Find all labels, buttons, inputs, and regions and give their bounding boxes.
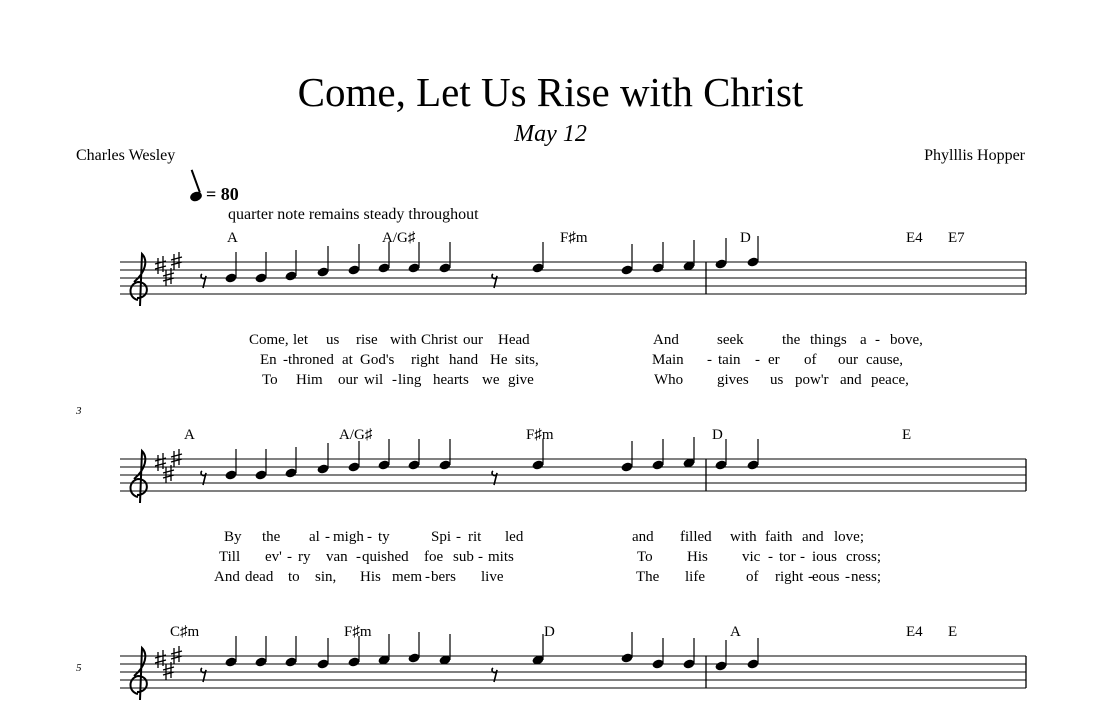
chord-symbol: E4 bbox=[906, 230, 923, 246]
lyric-syllable: led bbox=[505, 529, 524, 545]
lyric-hyphen: - bbox=[478, 549, 483, 565]
sharp-icon bbox=[155, 453, 166, 471]
song-title: Come, Let Us Rise with Christ bbox=[297, 69, 804, 115]
lyric-hyphen: - bbox=[800, 549, 805, 565]
chord-symbol: D bbox=[544, 624, 555, 640]
lyric-syllable: seek bbox=[717, 332, 744, 348]
lyric-hyphen: - bbox=[707, 352, 712, 368]
chord-symbol: E7 bbox=[948, 230, 965, 246]
song-subtitle: May 12 bbox=[514, 121, 587, 147]
chord-symbol: E4 bbox=[906, 624, 923, 640]
lyric-hyphen: - bbox=[392, 372, 397, 388]
lyric-syllable: bove, bbox=[890, 332, 923, 348]
chord-symbol: A bbox=[184, 427, 195, 443]
lyric-syllable: we bbox=[482, 372, 500, 388]
lyric-syllable: and bbox=[632, 529, 654, 545]
lyric-hyphen: - bbox=[875, 332, 880, 348]
lyric-syllable: at bbox=[342, 352, 353, 368]
tempo-instruction: quarter note remains steady throughout bbox=[228, 206, 479, 223]
chord-symbol: C♯m bbox=[170, 624, 200, 640]
lyric-syllable: vic bbox=[742, 549, 761, 565]
lyric-syllable: er bbox=[768, 352, 780, 368]
lyric-syllable: And bbox=[653, 332, 679, 348]
lyric-syllable: give bbox=[508, 372, 534, 388]
lyric-syllable: And bbox=[214, 569, 240, 585]
chord-symbol: A bbox=[227, 230, 238, 246]
lyric-syllable: cause, bbox=[866, 352, 904, 368]
lyric-syllable: and bbox=[802, 529, 824, 545]
sharp-icon bbox=[171, 449, 182, 467]
lyric-syllable: ness; bbox=[851, 569, 881, 585]
lyric-syllable: ty bbox=[378, 529, 390, 545]
lyric-syllable: and bbox=[840, 372, 862, 388]
chord-symbol: F♯m bbox=[526, 427, 554, 443]
lyric-syllable: ry bbox=[298, 549, 311, 565]
lyric-syllable: rise bbox=[356, 332, 378, 348]
lyric-hyphen: - bbox=[287, 549, 292, 565]
sharp-icon bbox=[171, 646, 182, 664]
lyric-syllable: tor bbox=[779, 549, 796, 565]
lyric-syllable: to bbox=[288, 569, 300, 585]
chord-symbol: D bbox=[712, 427, 723, 443]
lyric-syllable: life bbox=[685, 569, 705, 585]
poet-credit: Charles Wesley bbox=[76, 147, 176, 164]
lyric-syllable: He bbox=[490, 352, 508, 368]
chord-symbol: E bbox=[948, 624, 958, 640]
lyric-syllable: eous bbox=[812, 569, 840, 585]
lyric-syllable: al bbox=[309, 529, 320, 545]
lyric-syllable: foe bbox=[424, 549, 444, 565]
lyric-syllable: right bbox=[411, 352, 440, 368]
lyric-hyphen: - bbox=[356, 549, 361, 565]
chord-symbol: A/G♯ bbox=[339, 427, 373, 443]
sharp-icon bbox=[163, 465, 174, 483]
chord-symbol: E bbox=[902, 427, 912, 443]
sharp-icon bbox=[163, 268, 174, 286]
lyric-syllable: things bbox=[810, 332, 847, 348]
lyric-syllable: us bbox=[326, 332, 340, 348]
lyric-syllable: rit bbox=[468, 529, 482, 545]
lyric-syllable: our bbox=[838, 352, 858, 368]
measure-number: 3 bbox=[76, 405, 82, 417]
lyric-syllable: Christ bbox=[421, 332, 458, 348]
lyric-hyphen: - bbox=[845, 569, 850, 585]
lyric-syllable: En bbox=[260, 352, 277, 368]
lyric-hyphen: - bbox=[755, 352, 760, 368]
lyric-syllable: Spi bbox=[431, 529, 452, 545]
lyric-hyphen: - bbox=[768, 549, 773, 565]
lyric-syllable: sin, bbox=[315, 569, 337, 585]
lyric-syllable: a bbox=[860, 332, 867, 348]
lyric-syllable: bers bbox=[431, 569, 456, 585]
chord-symbol: A bbox=[730, 624, 741, 640]
lyric-syllable: cross; bbox=[846, 549, 881, 565]
lyric-hyphen: - bbox=[283, 352, 288, 368]
lyric-syllable: Who bbox=[654, 372, 684, 388]
lyric-syllable: of bbox=[804, 352, 817, 368]
chord-symbol: D bbox=[740, 230, 751, 246]
lyric-syllable: sub bbox=[453, 549, 474, 565]
lyric-syllable: mits bbox=[488, 549, 514, 565]
lyric-syllable: the bbox=[782, 332, 801, 348]
lyric-syllable: Him bbox=[296, 372, 323, 388]
lyric-syllable: with bbox=[390, 332, 417, 348]
lyric-syllable: Main bbox=[652, 352, 684, 368]
lyric-syllable: ious bbox=[812, 549, 838, 565]
lyric-syllable: Till bbox=[219, 549, 241, 565]
tempo-value: = 80 bbox=[206, 184, 239, 204]
lyric-syllable: To bbox=[637, 549, 653, 565]
lyric-syllable: tain bbox=[718, 352, 741, 368]
lyric-syllable: faith bbox=[765, 529, 793, 545]
lyric-syllable: van bbox=[326, 549, 348, 565]
chord-symbol: A/G♯ bbox=[382, 230, 416, 246]
sharp-icon bbox=[171, 252, 182, 270]
lyric-syllable: ev' bbox=[265, 549, 282, 565]
lyric-hyphen: - bbox=[367, 529, 372, 545]
sharp-icon bbox=[163, 662, 174, 680]
measure-number: 5 bbox=[76, 662, 82, 674]
lyric-hyphen: - bbox=[456, 529, 461, 545]
lyric-syllable: with bbox=[730, 529, 757, 545]
lyric-hyphen: - bbox=[325, 529, 330, 545]
lyric-syllable: Come, bbox=[249, 332, 289, 348]
lyric-syllable: hand bbox=[449, 352, 479, 368]
chord-symbol: F♯m bbox=[560, 230, 588, 246]
lyric-syllable: us bbox=[770, 372, 784, 388]
lyric-hyphen: - bbox=[808, 569, 813, 585]
lyric-syllable: our bbox=[463, 332, 483, 348]
sharp-icon bbox=[155, 650, 166, 668]
composer-credit: Phylllis Hopper bbox=[924, 147, 1025, 164]
lyric-syllable: the bbox=[262, 529, 281, 545]
lyric-syllable: gives bbox=[717, 372, 749, 388]
lyric-syllable: let bbox=[293, 332, 308, 348]
lyric-syllable: peace, bbox=[871, 372, 909, 388]
lyric-syllable: filled bbox=[680, 529, 712, 545]
lyric-syllable: The bbox=[636, 569, 660, 585]
lyric-syllable: live bbox=[481, 569, 504, 585]
lyric-syllable: throned bbox=[288, 352, 334, 368]
lyric-syllable: His bbox=[360, 569, 381, 585]
lyric-hyphen: - bbox=[425, 569, 430, 585]
lyric-syllable: God's bbox=[360, 352, 395, 368]
lyric-syllable: pow'r bbox=[795, 372, 829, 388]
lyric-syllable: By bbox=[224, 529, 242, 545]
sharp-icon bbox=[155, 256, 166, 274]
lyric-syllable: migh bbox=[333, 529, 364, 545]
lyric-syllable: right bbox=[775, 569, 804, 585]
lyric-syllable: His bbox=[687, 549, 708, 565]
lyric-syllable: dead bbox=[245, 569, 274, 585]
lyric-syllable: of bbox=[746, 569, 759, 585]
lyric-syllable: sits, bbox=[515, 352, 539, 368]
lyric-syllable: our bbox=[338, 372, 358, 388]
lyric-syllable: To bbox=[262, 372, 278, 388]
lyric-syllable: ling bbox=[398, 372, 422, 388]
lyric-syllable: Head bbox=[498, 332, 530, 348]
lyric-syllable: love; bbox=[834, 529, 864, 545]
lyric-syllable: hearts bbox=[433, 372, 469, 388]
chord-symbol: F♯m bbox=[344, 624, 372, 640]
lyric-syllable: wil bbox=[364, 372, 384, 388]
lyric-syllable: mem bbox=[392, 569, 422, 585]
lyric-syllable: quished bbox=[362, 549, 409, 565]
